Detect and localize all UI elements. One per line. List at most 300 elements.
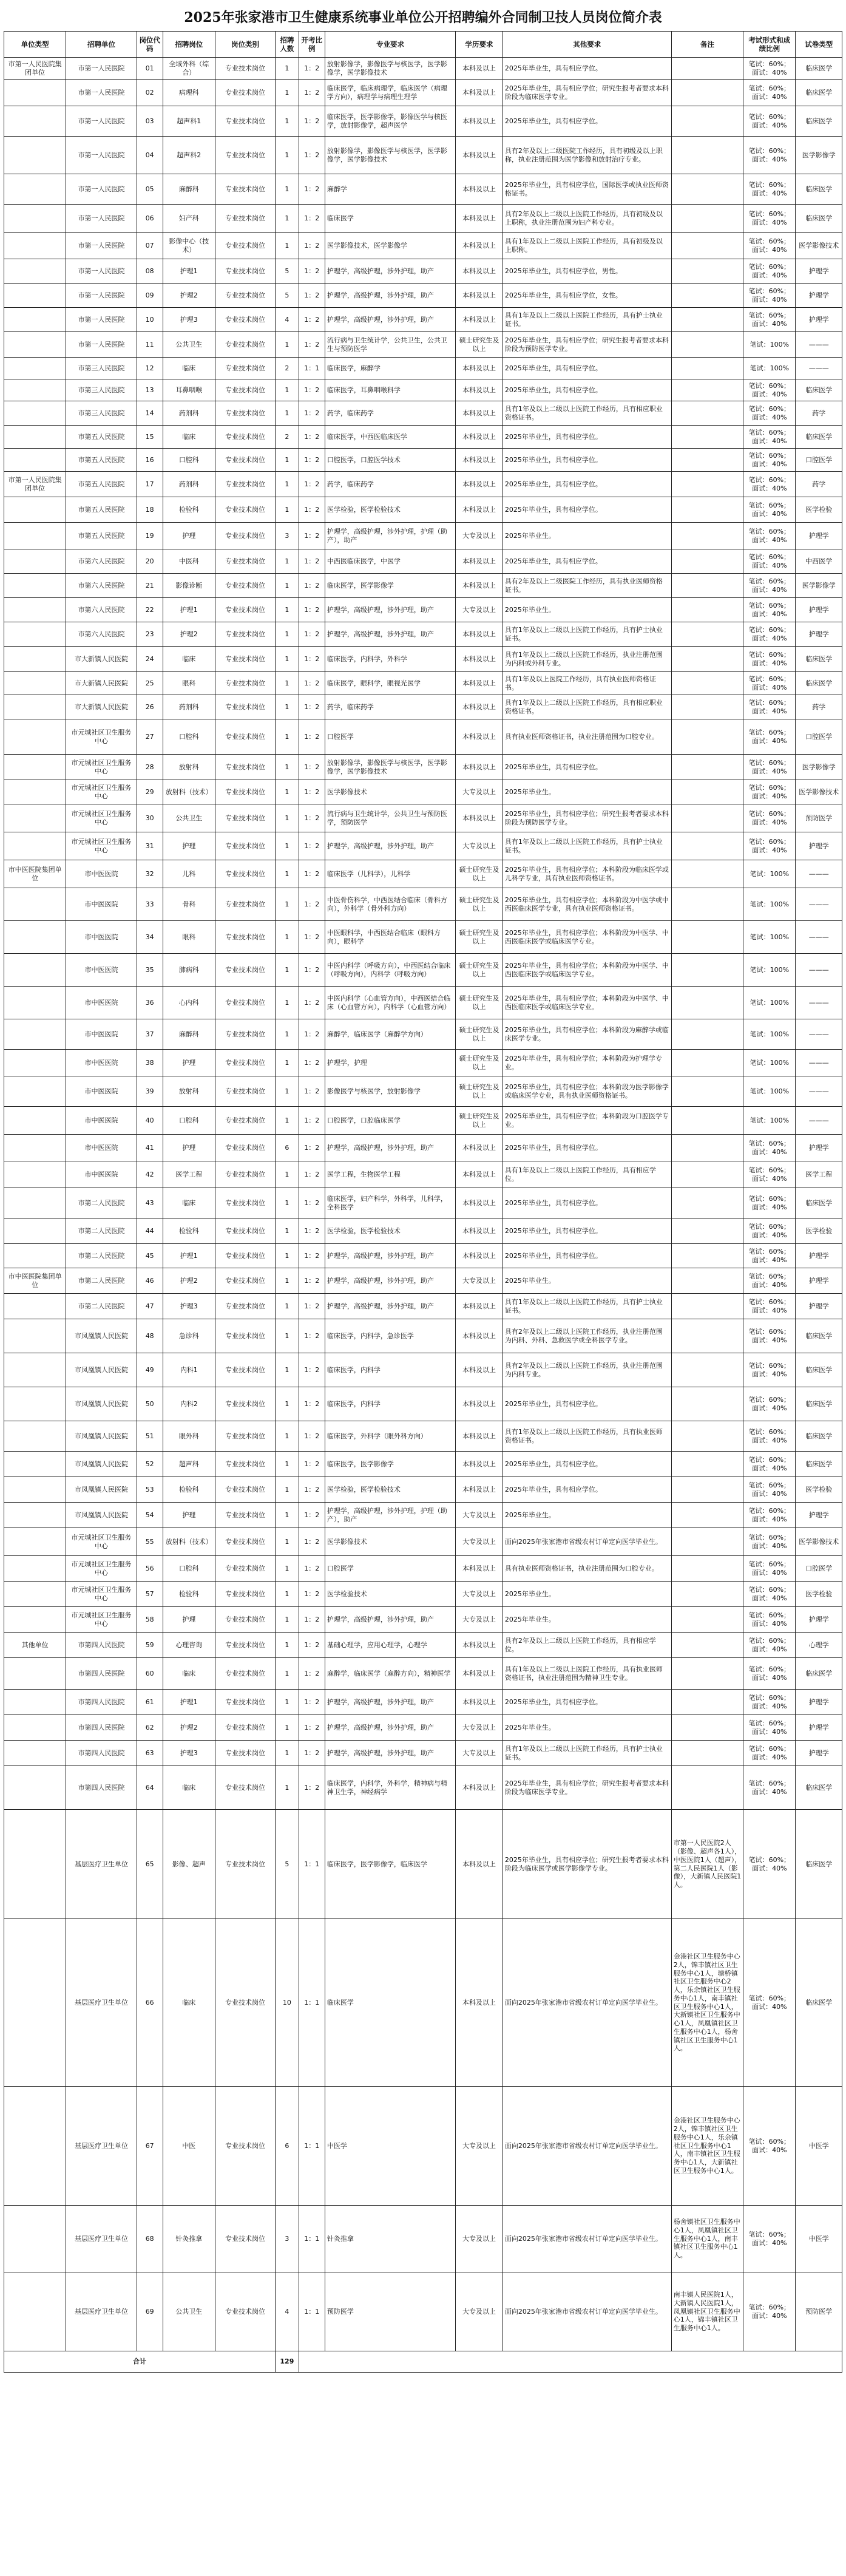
post-name-cell: 药剂科	[163, 401, 215, 426]
header-cell: 备注	[671, 32, 743, 58]
other-requirement-cell: 具有执业医师资格证书，执业注册范围为口腔专业。	[503, 1556, 671, 1582]
education-cell: 本科及以上	[456, 1353, 503, 1387]
paper-type-cell: 临床医学	[796, 1353, 842, 1387]
exam-ratio-cell: 1：2	[299, 80, 325, 106]
education-cell: 本科及以上	[456, 1294, 503, 1319]
major-requirement-cell: 护理学，高级护理，涉外护理，助产	[325, 308, 455, 332]
table-row	[4, 1556, 842, 1582]
unit-type-cell	[4, 106, 66, 137]
post-code-cell: 59	[137, 1633, 163, 1658]
paper-type-cell: 临床医学	[796, 647, 842, 672]
education-cell: 硕士研究生及以上	[456, 987, 503, 1019]
paper-type-cell: 临床医学	[796, 1658, 842, 1690]
education-cell: 本科及以上	[456, 1387, 503, 1421]
post-category-cell: 专业技术岗位	[215, 379, 275, 401]
other-requirement-cell: 2025年毕业生，具有相应学位；本科阶段为中医学、中西医临床医学或临床医学专业。	[503, 954, 671, 987]
major-requirement-cell: 口腔医学，口腔医学技术	[325, 449, 455, 472]
major-requirement-cell: 临床医学，内科学，外科学，精神病与精神卫生学，神经病学	[325, 1766, 455, 1810]
other-requirement-cell: 具有1年及以上二级以上医院工作经历，具有护士执业证书。	[503, 832, 671, 860]
note-cell	[671, 1353, 743, 1387]
post-code-cell: 60	[137, 1658, 163, 1690]
note-cell	[671, 1556, 743, 1582]
exam-ratio-cell: 1：2	[299, 233, 325, 259]
post-name-cell: 超声科	[163, 1452, 215, 1477]
total-blank	[299, 2351, 842, 2373]
unit-type-cell: 市第一人民医院集团单位	[4, 472, 66, 497]
education-cell: 本科及以上	[456, 1188, 503, 1218]
table-row	[4, 137, 842, 174]
note-cell	[671, 1294, 743, 1319]
unit-type-cell	[4, 954, 66, 987]
post-name-cell: 口腔科	[163, 1107, 215, 1135]
post-name-cell: 护理3	[163, 1294, 215, 1319]
recruit-count-cell: 1	[276, 1582, 299, 1607]
exam-ratio-cell: 1：2	[299, 1294, 325, 1319]
post-category-cell: 专业技术岗位	[215, 1556, 275, 1582]
table-row	[4, 1319, 842, 1353]
table-row	[4, 497, 842, 523]
post-category-cell: 专业技术岗位	[215, 1633, 275, 1658]
post-category-cell: 专业技术岗位	[215, 497, 275, 523]
major-requirement-cell: 影像医学与核医学，放射影像学	[325, 1076, 455, 1107]
major-requirement-cell: 麻醉学，临床医学（麻醉学方向）	[325, 1019, 455, 1050]
education-cell: 本科及以上	[456, 259, 503, 284]
note-cell	[671, 401, 743, 426]
exam-ratio-cell: 1：2	[299, 1421, 325, 1452]
table-row	[4, 332, 842, 358]
unit-name-cell: 市元城社区卫生服务中心	[66, 719, 137, 755]
major-requirement-cell: 药学，临床药学	[325, 472, 455, 497]
paper-type-cell: 医学检验	[796, 1582, 842, 1607]
paper-type-cell: ———	[796, 1019, 842, 1050]
education-cell: 本科及以上	[456, 672, 503, 695]
exam-ratio-cell: 1：2	[299, 1503, 325, 1528]
exam-ratio-cell: 1：2	[299, 1244, 325, 1268]
total-count: 129	[276, 2351, 299, 2373]
post-category-cell: 专业技术岗位	[215, 1319, 275, 1353]
unit-type-cell	[4, 780, 66, 804]
post-code-cell: 27	[137, 719, 163, 755]
table-row	[4, 780, 842, 804]
unit-name-cell: 市第二人民医院	[66, 1244, 137, 1268]
major-requirement-cell: 护理学，护理	[325, 1050, 455, 1076]
table-row	[4, 695, 842, 719]
exam-form-cell: 笔试：60%；面试：40%	[743, 1715, 796, 1741]
table-row	[4, 860, 842, 888]
exam-ratio-cell: 1：2	[299, 622, 325, 647]
other-requirement-cell: 2025年毕业生，具有相应学位；本科阶段为护理学专业。	[503, 1050, 671, 1076]
unit-type-cell	[4, 1107, 66, 1135]
paper-type-cell: 临床医学	[796, 1421, 842, 1452]
recruit-count-cell: 1	[276, 1268, 299, 1294]
unit-name-cell: 市第五人民医院	[66, 426, 137, 449]
unit-name-cell: 基层医疗卫生单位	[66, 1919, 137, 2087]
post-name-cell: 公共卫生	[163, 2272, 215, 2351]
post-code-cell: 34	[137, 921, 163, 954]
post-category-cell: 专业技术岗位	[215, 1919, 275, 2087]
exam-form-cell: 笔试：60%；面试：40%	[743, 308, 796, 332]
exam-ratio-cell: 1：2	[299, 832, 325, 860]
exam-ratio-cell: 1：2	[299, 332, 325, 358]
education-cell: 本科及以上	[456, 472, 503, 497]
recruit-count-cell: 1	[276, 1244, 299, 1268]
exam-ratio-cell: 1：2	[299, 954, 325, 987]
table-row	[4, 174, 842, 205]
unit-name-cell: 市第二人民医院	[66, 1268, 137, 1294]
unit-name-cell: 市第四人民医院	[66, 1741, 137, 1766]
post-name-cell: 护理	[163, 1050, 215, 1076]
unit-name-cell: 市元城社区卫生服务中心	[66, 1556, 137, 1582]
other-requirement-cell: 2025年毕业生，具有相应学位；本科阶段为医学影像学或临床医学专业，具有执业医师资格证书。	[503, 1076, 671, 1107]
post-code-cell: 47	[137, 1294, 163, 1319]
paper-type-cell: 临床医学	[796, 174, 842, 205]
exam-form-cell: 笔试：60%；面试：40%	[743, 695, 796, 719]
recruit-count-cell: 1	[276, 647, 299, 672]
unit-name-cell: 市第六人民医院	[66, 622, 137, 647]
exam-form-cell: 笔试：60%；面试：40%	[743, 401, 796, 426]
other-requirement-cell: 面向2025年张家港市省级农村订单定向医学毕业生。	[503, 1919, 671, 2087]
recruit-count-cell: 1	[276, 1421, 299, 1452]
post-name-cell: 护理	[163, 1607, 215, 1633]
recruit-count-cell: 6	[276, 2087, 299, 2206]
note-cell	[671, 1658, 743, 1690]
paper-type-cell: 临床医学	[796, 426, 842, 449]
post-code-cell: 56	[137, 1556, 163, 1582]
exam-form-cell: 笔试：60%；面试：40%	[743, 497, 796, 523]
exam-ratio-cell: 1：2	[299, 1319, 325, 1353]
table-row	[4, 1741, 842, 1766]
unit-type-cell	[4, 308, 66, 332]
exam-ratio-cell: 1：2	[299, 574, 325, 598]
note-cell	[671, 598, 743, 622]
unit-type-cell	[4, 174, 66, 205]
paper-type-cell: 口腔医学	[796, 1556, 842, 1582]
post-category-cell: 专业技术岗位	[215, 804, 275, 832]
note-cell	[671, 358, 743, 379]
unit-type-cell	[4, 1477, 66, 1503]
unit-name-cell: 市第六人民医院	[66, 598, 137, 622]
education-cell: 本科及以上	[456, 497, 503, 523]
table-row	[4, 1019, 842, 1050]
post-name-cell: 临床	[163, 647, 215, 672]
table-row	[4, 1810, 842, 1919]
table-row	[4, 2272, 842, 2351]
total-row	[4, 2351, 842, 2373]
table-row	[4, 1353, 842, 1387]
recruit-count-cell: 1	[276, 755, 299, 780]
unit-name-cell: 市第六人民医院	[66, 574, 137, 598]
total-label: 合计	[4, 2351, 276, 2373]
education-cell: 本科及以上	[456, 58, 503, 80]
recruit-count-cell: 1	[276, 1607, 299, 1633]
paper-type-cell: 医学影像技术	[796, 233, 842, 259]
table-row	[4, 987, 842, 1019]
paper-type-cell: 护理学	[796, 1715, 842, 1741]
major-requirement-cell: 护理学，高级护理，涉外护理，助产	[325, 1244, 455, 1268]
unit-type-cell	[4, 1741, 66, 1766]
major-requirement-cell: 护理学，高级护理，涉外护理，助产	[325, 259, 455, 284]
paper-type-cell: 临床医学	[796, 1188, 842, 1218]
other-requirement-cell: 2025年毕业生，具有相应学位。	[503, 426, 671, 449]
exam-form-cell: 笔试：60%；面试：40%	[743, 719, 796, 755]
post-code-cell: 57	[137, 1582, 163, 1607]
note-cell	[671, 954, 743, 987]
education-cell: 本科及以上	[456, 379, 503, 401]
exam-form-cell: 笔试：60%；面试：40%	[743, 2206, 796, 2272]
post-name-cell: 口腔科	[163, 449, 215, 472]
major-requirement-cell: 中医内科学（心血管方向），中西医结合临床（心血管方向），内科学（心血管方向）	[325, 987, 455, 1019]
unit-type-cell	[4, 426, 66, 449]
other-requirement-cell: 2025年毕业生。	[503, 1715, 671, 1741]
note-cell	[671, 1633, 743, 1658]
post-category-cell: 专业技术岗位	[215, 598, 275, 622]
exam-form-cell: 笔试：60%；面试：40%	[743, 1528, 796, 1556]
major-requirement-cell: 中医学	[325, 2087, 455, 2206]
unit-type-cell	[4, 574, 66, 598]
post-name-cell: 麻醉科	[163, 1019, 215, 1050]
post-name-cell: 护理	[163, 1503, 215, 1528]
education-cell: 硕士研究生及以上	[456, 1019, 503, 1050]
major-requirement-cell: 临床医学，眼科学，眼视光医学	[325, 672, 455, 695]
post-code-cell: 69	[137, 2272, 163, 2351]
recruit-count-cell: 4	[276, 2272, 299, 2351]
post-category-cell: 专业技术岗位	[215, 1741, 275, 1766]
paper-type-cell: ———	[796, 1076, 842, 1107]
other-requirement-cell: 2025年毕业生。	[503, 780, 671, 804]
table-row	[4, 1218, 842, 1244]
post-name-cell: 全域外科（综合）	[163, 58, 215, 80]
unit-type-cell	[4, 1528, 66, 1556]
note-cell	[671, 174, 743, 205]
education-cell: 本科及以上	[456, 1919, 503, 2087]
unit-type-cell	[4, 137, 66, 174]
post-category-cell: 专业技术岗位	[215, 523, 275, 549]
education-cell: 大专及以上	[456, 1528, 503, 1556]
major-requirement-cell: 基础心理学，应用心理学，心理学	[325, 1633, 455, 1658]
exam-form-cell: 笔试：60%；面试：40%	[743, 672, 796, 695]
paper-type-cell: 口腔医学	[796, 449, 842, 472]
table-row	[4, 1582, 842, 1607]
post-category-cell: 专业技术岗位	[215, 1161, 275, 1188]
post-name-cell: 药剂科	[163, 695, 215, 719]
exam-form-cell: 笔试：60%；面试：40%	[743, 1161, 796, 1188]
post-category-cell: 专业技术岗位	[215, 1135, 275, 1161]
major-requirement-cell: 临床医学，医学影像学	[325, 574, 455, 598]
post-name-cell: 检验科	[163, 1477, 215, 1503]
paper-type-cell: 护理学	[796, 1135, 842, 1161]
header-cell: 试卷类型	[796, 32, 842, 58]
major-requirement-cell: 流行病与卫生统计学，公共卫生与预防医学，预防医学	[325, 804, 455, 832]
exam-form-cell: 笔试：60%；面试：40%	[743, 832, 796, 860]
paper-type-cell: 预防医学	[796, 804, 842, 832]
post-code-cell: 06	[137, 205, 163, 233]
other-requirement-cell: 具有1年及以上二级以上医院工作经历，具有执业医师资格证书，执业注册范围为精神卫生专业。	[503, 1658, 671, 1690]
table-row	[4, 1690, 842, 1715]
post-name-cell: 放射科	[163, 1076, 215, 1107]
major-requirement-cell: 预防医学	[325, 2272, 455, 2351]
paper-type-cell: 口腔医学	[796, 719, 842, 755]
note-cell	[671, 1715, 743, 1741]
post-category-cell: 专业技术岗位	[215, 449, 275, 472]
header-cell: 招聘岗位	[163, 32, 215, 58]
education-cell: 本科及以上	[456, 233, 503, 259]
unit-type-cell	[4, 921, 66, 954]
note-cell	[671, 233, 743, 259]
exam-ratio-cell: 1：2	[299, 1658, 325, 1690]
unit-type-cell	[4, 233, 66, 259]
exam-ratio-cell: 1：2	[299, 1161, 325, 1188]
paper-type-cell: ———	[796, 358, 842, 379]
post-name-cell: 医学工程	[163, 1161, 215, 1188]
recruit-count-cell: 1	[276, 1741, 299, 1766]
other-requirement-cell: 2025年毕业生，具有相应学位。	[503, 1244, 671, 1268]
note-cell	[671, 379, 743, 401]
unit-name-cell: 市第三人民医院	[66, 358, 137, 379]
post-code-cell: 55	[137, 1528, 163, 1556]
education-cell: 本科及以上	[456, 695, 503, 719]
exam-form-cell: 笔试：60%；面试：40%	[743, 755, 796, 780]
post-name-cell: 护理2	[163, 1268, 215, 1294]
unit-type-cell	[4, 1319, 66, 1353]
exam-form-cell: 笔试：60%；面试：40%	[743, 598, 796, 622]
paper-type-cell: 临床医学	[796, 1810, 842, 1919]
exam-ratio-cell: 1：2	[299, 921, 325, 954]
post-name-cell: 护理1	[163, 598, 215, 622]
unit-name-cell: 市元城社区卫生服务中心	[66, 832, 137, 860]
unit-name-cell: 市元城社区卫生服务中心	[66, 1528, 137, 1556]
education-cell: 本科及以上	[456, 647, 503, 672]
recruit-count-cell: 1	[276, 332, 299, 358]
post-name-cell: 急诊科	[163, 1319, 215, 1353]
note-cell	[671, 1218, 743, 1244]
note-cell	[671, 755, 743, 780]
unit-type-cell	[4, 1658, 66, 1690]
major-requirement-cell: 流行病与卫生统计学，公共卫生，公共卫生与预防医学	[325, 332, 455, 358]
other-requirement-cell: 2025年毕业生，具有相应学位；本科阶段为中医学或中西医临床医学专业，具有执业医师资格证书。	[503, 888, 671, 921]
recruit-count-cell: 1	[276, 1452, 299, 1477]
note-cell	[671, 1766, 743, 1810]
other-requirement-cell: 2025年毕业生，具有相应学位。	[503, 1188, 671, 1218]
exam-ratio-cell: 1：2	[299, 1387, 325, 1421]
table-row	[4, 1076, 842, 1107]
other-requirement-cell: 具有1年及以上二级以上医院工作经历，具有护士执业证书。	[503, 1741, 671, 1766]
recruit-count-cell: 1	[276, 1161, 299, 1188]
unit-name-cell: 市第五人民医院	[66, 449, 137, 472]
unit-name-cell: 市元城社区卫生服务中心	[66, 1582, 137, 1607]
other-requirement-cell: 具有2年及以上二级医院工作经历，具有初级及以上职称，执业注册范围为医学影像和放射治疗专业。	[503, 137, 671, 174]
recruit-count-cell: 1	[276, 1387, 299, 1421]
unit-type-cell	[4, 598, 66, 622]
unit-type-cell	[4, 987, 66, 1019]
education-cell: 本科及以上	[456, 574, 503, 598]
post-name-cell: 护理	[163, 1135, 215, 1161]
post-code-cell: 48	[137, 1319, 163, 1353]
post-code-cell: 29	[137, 780, 163, 804]
exam-form-cell: 笔试：100%	[743, 1107, 796, 1135]
note-cell: 金港社区卫生服务中心2人，锦丰镇社区卫生服务中心1人，乐余镇社区卫生服务中心1人，南丰镇社区卫生服务中心1人，大新镇社区卫生服务中心1人。	[671, 2087, 743, 2206]
post-code-cell: 46	[137, 1268, 163, 1294]
post-code-cell: 35	[137, 954, 163, 987]
other-requirement-cell: 2025年毕业生，具有相应学位。	[503, 106, 671, 137]
major-requirement-cell: 医学检验，医学检验技术	[325, 1218, 455, 1244]
unit-name-cell: 市第三人民医院	[66, 379, 137, 401]
post-category-cell: 专业技术岗位	[215, 284, 275, 308]
education-cell: 本科及以上	[456, 1319, 503, 1353]
paper-type-cell: 中医学	[796, 2206, 842, 2272]
other-requirement-cell: 2025年毕业生，具有相应学位；研究生报考者要求本科阶段为临床医学专业。	[503, 1766, 671, 1810]
exam-form-cell: 笔试：60%；面试：40%	[743, 137, 796, 174]
post-category-cell: 专业技术岗位	[215, 1658, 275, 1690]
unit-type-cell	[4, 1188, 66, 1218]
major-requirement-cell: 护理学，高级护理，涉外护理，助产	[325, 1715, 455, 1741]
other-requirement-cell: 具有1年及以上二级以上医院工作经历，具有相应职业资格证书。	[503, 695, 671, 719]
paper-type-cell: 护理学	[796, 832, 842, 860]
major-requirement-cell: 临床医学，耳鼻咽喉科学	[325, 379, 455, 401]
exam-ratio-cell: 1：2	[299, 401, 325, 426]
note-cell	[671, 523, 743, 549]
table-row	[4, 1528, 842, 1556]
table-row	[4, 358, 842, 379]
other-requirement-cell: 2025年毕业生。	[503, 598, 671, 622]
education-cell: 本科及以上	[456, 1161, 503, 1188]
post-name-cell: 影像中心（技术）	[163, 233, 215, 259]
paper-type-cell: 医学检验	[796, 497, 842, 523]
other-requirement-cell: 2025年毕业生，具有相应学位。	[503, 1690, 671, 1715]
recruit-count-cell: 1	[276, 174, 299, 205]
unit-name-cell: 市第二人民医院	[66, 1218, 137, 1244]
unit-name-cell: 市第五人民医院	[66, 523, 137, 549]
exam-ratio-cell: 1：2	[299, 497, 325, 523]
recruit-count-cell: 2	[276, 426, 299, 449]
post-category-cell: 专业技术岗位	[215, 888, 275, 921]
recruit-count-cell: 1	[276, 1766, 299, 1810]
post-category-cell: 专业技术岗位	[215, 2272, 275, 2351]
paper-type-cell: 护理学	[796, 259, 842, 284]
table-row	[4, 1607, 842, 1633]
exam-form-cell: 笔试：60%；面试：40%	[743, 259, 796, 284]
unit-type-cell	[4, 1076, 66, 1107]
paper-type-cell: 药学	[796, 472, 842, 497]
post-name-cell: 放射科（技术）	[163, 1528, 215, 1556]
post-code-cell: 66	[137, 1919, 163, 2087]
paper-type-cell: 临床医学	[796, 379, 842, 401]
major-requirement-cell: 临床医学，中西医临床医学	[325, 426, 455, 449]
post-name-cell: 妇产科	[163, 205, 215, 233]
post-category-cell: 专业技术岗位	[215, 426, 275, 449]
post-category-cell: 专业技术岗位	[215, 1076, 275, 1107]
other-requirement-cell: 面向2025年张家港市省级农村订单定向医学毕业生。	[503, 1528, 671, 1556]
education-cell: 本科及以上	[456, 284, 503, 308]
exam-ratio-cell: 1：2	[299, 1633, 325, 1658]
other-requirement-cell: 2025年毕业生，具有相应学位。	[503, 497, 671, 523]
exam-form-cell: 笔试：60%；面试：40%	[743, 1294, 796, 1319]
unit-type-cell	[4, 1715, 66, 1741]
exam-form-cell: 笔试：60%；面试：40%	[743, 106, 796, 137]
post-name-cell: 放射科（技术）	[163, 780, 215, 804]
post-name-cell: 心理咨询	[163, 1633, 215, 1658]
table-row	[4, 2087, 842, 2206]
post-name-cell: 护理1	[163, 1690, 215, 1715]
recruit-count-cell: 1	[276, 695, 299, 719]
recruit-count-cell: 1	[276, 1107, 299, 1135]
exam-ratio-cell: 1：1	[299, 1919, 325, 2087]
post-name-cell: 临床	[163, 358, 215, 379]
exam-ratio-cell: 1：2	[299, 719, 325, 755]
header-cell: 专业要求	[325, 32, 455, 58]
post-code-cell: 45	[137, 1244, 163, 1268]
recruit-count-cell: 1	[276, 1188, 299, 1218]
major-requirement-cell: 临床医学，内科学，急诊医学	[325, 1319, 455, 1353]
